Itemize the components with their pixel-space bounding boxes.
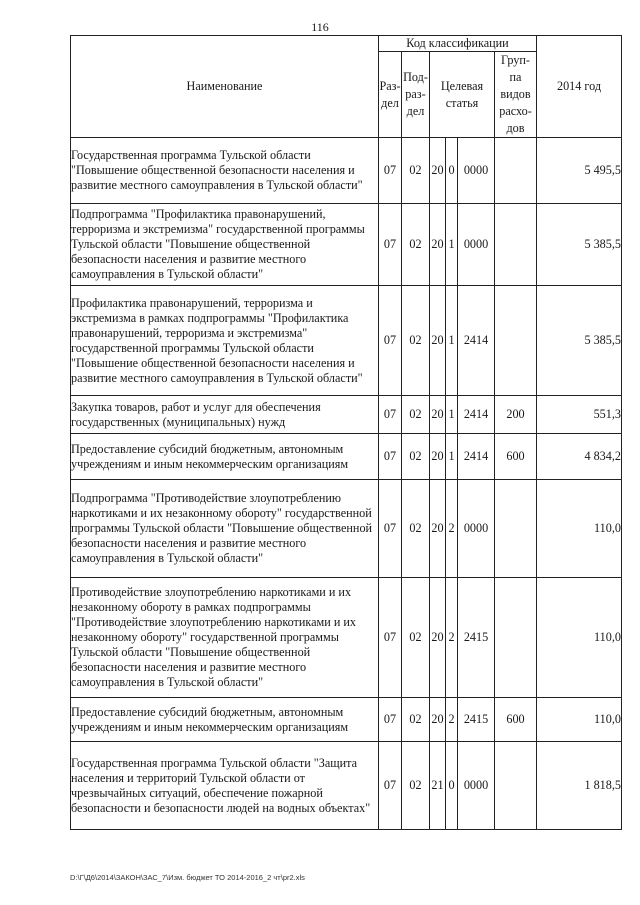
- row-name: Подпрограмма "Противодействие злоупотреблению наркотиками и их незаконному обороту" государственной программы Тульской области "Повышение общественной безопасности населения и развитие местного самоуправления в Тульской области": [71, 480, 379, 578]
- table-row: [71, 742, 622, 830]
- row-vid: [495, 138, 537, 204]
- row-razdel: 07: [379, 204, 402, 286]
- row-razdel: 07: [379, 138, 402, 204]
- row-razdel: 07: [379, 396, 402, 434]
- file-path-footer: D:\Г\Д6\2014\ЗАКОН\ЗАС_7\Изм. бюджет ТО 2014-2016_2 чт\pr2.xls: [70, 873, 305, 882]
- row-vid: [495, 742, 537, 830]
- row-target-subprogram: 2: [446, 480, 458, 578]
- row-podrazdel: 02: [402, 396, 430, 434]
- row-target-subprogram: 1: [446, 204, 458, 286]
- header-target: Целевая статья: [430, 52, 495, 138]
- row-target-subprogram: 0: [446, 138, 458, 204]
- header-year: 2014 год: [537, 36, 622, 138]
- row-razdel: 07: [379, 578, 402, 698]
- row-target-program: 21: [430, 742, 446, 830]
- row-target-code: 0000: [458, 480, 495, 578]
- row-amount: 5 385,5: [537, 204, 622, 286]
- table-row: [71, 204, 622, 286]
- row-target-program: 20: [430, 434, 446, 480]
- row-target-subprogram: 2: [446, 578, 458, 698]
- row-amount: 5 385,5: [537, 286, 622, 396]
- row-target-subprogram: 1: [446, 286, 458, 396]
- row-vid: [495, 204, 537, 286]
- row-vid: [495, 286, 537, 396]
- table-row: [71, 480, 622, 578]
- row-vid: 200: [495, 396, 537, 434]
- row-razdel: 07: [379, 742, 402, 830]
- row-name: Государственная программа Тульской области "Повышение общественной безопасности населения и развитие местного самоуправления в Тульской области": [71, 138, 379, 204]
- row-target-code: 2415: [458, 578, 495, 698]
- header-name: Наименование: [71, 36, 379, 138]
- row-target-subprogram: 1: [446, 434, 458, 480]
- row-razdel: 07: [379, 698, 402, 742]
- table-row: [71, 578, 622, 698]
- row-razdel: 07: [379, 480, 402, 578]
- row-target-code: 2414: [458, 396, 495, 434]
- row-target-code: 0000: [458, 742, 495, 830]
- row-name: Профилактика правонарушений, терроризма и экстремизма в рамках подпрограммы "Профилактика правонарушений, терроризма и экстремизма" государственной программы Тульской области "Повышение общественной безопасности населения и развитие местного самоуправления в Тульской области": [71, 286, 379, 396]
- row-razdel: 07: [379, 286, 402, 396]
- header-vid: Груп- па видов расхо- дов: [495, 52, 537, 138]
- header-podrazdel: Под- раз- дел: [402, 52, 430, 138]
- header-razdel: Раз- дел: [379, 52, 402, 138]
- row-podrazdel: 02: [402, 742, 430, 830]
- table-row: [71, 396, 622, 434]
- row-vid: [495, 480, 537, 578]
- row-target-subprogram: 2: [446, 698, 458, 742]
- row-target-subprogram: 0: [446, 742, 458, 830]
- row-podrazdel: 02: [402, 698, 430, 742]
- page-number: 116: [311, 20, 329, 34]
- row-target-program: 20: [430, 480, 446, 578]
- row-target-program: 20: [430, 204, 446, 286]
- row-amount: 110,0: [537, 578, 622, 698]
- row-target-program: 20: [430, 286, 446, 396]
- row-target-subprogram: 1: [446, 396, 458, 434]
- row-podrazdel: 02: [402, 434, 430, 480]
- row-razdel: 07: [379, 434, 402, 480]
- row-target-program: 20: [430, 698, 446, 742]
- header-code: Код классификации: [379, 36, 537, 52]
- row-podrazdel: 02: [402, 286, 430, 396]
- budget-table: [70, 35, 622, 830]
- row-podrazdel: 02: [402, 578, 430, 698]
- row-name: Противодействие злоупотреблению наркотиками и их незаконному обороту в рамках подпрограммы "Противодействие злоупотреблению наркотиками и их незаконному обороту" государственной программы Тульской области "Повышение общественной безопасности населения и развитие местного самоуправления в Тульской области": [71, 578, 379, 698]
- row-amount: 110,0: [537, 480, 622, 578]
- row-podrazdel: 02: [402, 480, 430, 578]
- row-amount: 110,0: [537, 698, 622, 742]
- row-target-code: 2414: [458, 434, 495, 480]
- table-row: [71, 138, 622, 204]
- row-name: Закупка товаров, работ и услуг для обеспечения государственных (муниципальных) нужд: [71, 396, 379, 434]
- table-row: [71, 698, 622, 742]
- row-target-program: 20: [430, 578, 446, 698]
- row-vid: 600: [495, 434, 537, 480]
- row-name: Предоставление субсидий бюджетным, автономным учреждениям и иным некоммерческим организациям: [71, 434, 379, 480]
- row-name: Предоставление субсидий бюджетным, автономным учреждениям и иным некоммерческим организациям: [71, 698, 379, 742]
- row-amount: 5 495,5: [537, 138, 622, 204]
- row-target-code: 0000: [458, 138, 495, 204]
- row-target-code: 0000: [458, 204, 495, 286]
- row-amount: 1 818,5: [537, 742, 622, 830]
- row-amount: 4 834,2: [537, 434, 622, 480]
- table-row: [71, 286, 622, 396]
- row-amount: 551,3: [537, 396, 622, 434]
- row-podrazdel: 02: [402, 204, 430, 286]
- row-target-code: 2415: [458, 698, 495, 742]
- row-podrazdel: 02: [402, 138, 430, 204]
- row-target-program: 20: [430, 138, 446, 204]
- row-name: Подпрограмма "Профилактика правонарушений, терроризма и экстремизма" государственной программы Тульской области "Повышение общественной безопасности населения и развитие местного самоуправления в Тульской области": [71, 204, 379, 286]
- row-vid: 600: [495, 698, 537, 742]
- row-target-program: 20: [430, 396, 446, 434]
- row-vid: [495, 578, 537, 698]
- row-target-code: 2414: [458, 286, 495, 396]
- row-name: Государственная программа Тульской области "Защита населения и территорий Тульской области от чрезвычайных ситуаций, обеспечение пожарной безопасности и безопасности людей на водных объектах": [71, 742, 379, 830]
- table-row: [71, 434, 622, 480]
